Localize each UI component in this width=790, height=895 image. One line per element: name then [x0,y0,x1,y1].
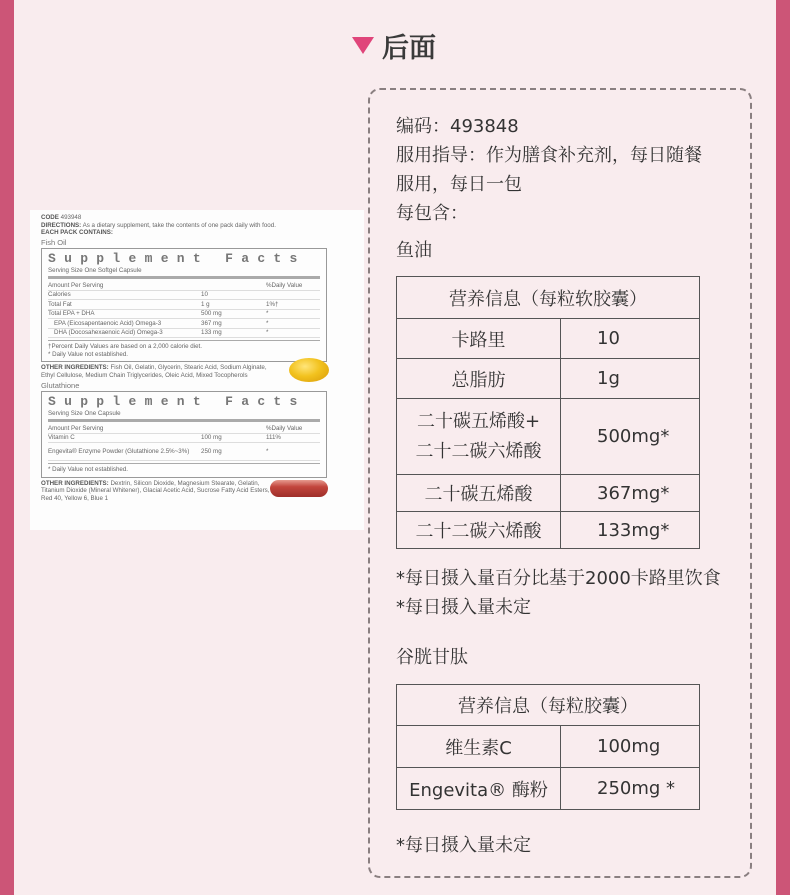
table-row [397,475,700,512]
fish-oil-nutrition-table [396,276,700,549]
nutrient-value: 100mg [561,726,700,768]
directions-line-1: 服用指导：作为膳食补充剂，每日随餐 [396,145,702,166]
nutrient-value: 250mg * [561,768,700,810]
table-row [397,512,700,549]
heading-text: 后面 [382,33,436,64]
table-row [397,726,700,768]
section-heading [352,26,436,65]
fish-oil-other-ingredients: OTHER INGREDIENTS: Fish Oil, Gelatin, Glycerin, Stearic Acid, Sodium Alginate, Ethyl Cellulose, Medium Chain Triglycerides, Oleic Acid, Mixed Tocopherols [41,364,267,379]
label-each-pack: EACH PACK CONTAINS: [41,229,113,237]
nutrient-value: 10 [561,319,700,359]
glutathione-other-ingredients: OTHER INGREDIENTS: Dextrin, Silicon Dioxide, Magnesium Stearate, Gelatin, Titanium Dioxide (Mineral Whitener), Glacial Acetic Acid, Sucrose Fatty Acid Esters, Red 40, Yellow 6, Blue 1 [41,479,270,502]
right-border-stripe [776,0,790,895]
glutathione-nutrition-table [396,684,700,810]
nutrient-name: 二十碳五烯酸+ 二十二碳六烯酸 [397,399,561,475]
fish-oil-row: EPA (Eicosapentaenoic Acid) Omega-3 367 mg * [48,319,320,329]
left-border-stripe [0,0,14,895]
label-fish-oil-name: Fish Oil [41,237,67,247]
fish-oil-row: DHA (Docosahexaenoic Acid) Omega-3 133 mg * [48,329,320,339]
glutathione-note: *每日摄入量未定 [396,835,531,856]
table-row [397,319,700,359]
code-line: 编码：493848 [396,116,519,137]
table-header-row [397,277,700,319]
nutrient-name: Engevita® 酶粉 [397,768,561,810]
product-label-image [30,210,364,530]
fish-oil-serving: Serving Size One Softgel Capsule [48,266,142,274]
nutrient-value: 367mg* [561,475,700,512]
fish-oil-facts-box [41,248,327,363]
label-directions: DIRECTIONS: As a dietary supplement, take the contents of one pack daily with food. [41,221,276,229]
table-header: 营养信息（每粒胶囊） [397,685,700,726]
table-header-row [397,685,700,726]
glutathione-row: Engevita® Enzyme Powder (Glutathione 2.5%~3%) 250 mg * [48,443,320,461]
triangle-down-icon [352,37,374,54]
red-capsule-image [270,480,328,497]
table-row [397,768,700,810]
fish-oil-note-dv: †Percent Daily Values are based on a 2,000 calorie diet. [48,343,202,351]
label-code: CODE 493948 [41,214,82,221]
glutathione-note-established: * Daily Value not established. [48,466,129,474]
label-glutathione-name: Glutathione [41,380,80,390]
glutathione-facts-title: Supplement Facts [48,393,306,409]
nutrient-value: 500mg* [561,399,700,475]
each-pack-line: 每包含： [396,203,468,224]
fish-oil-row: Total EPA + DHA 500 mg * [48,310,320,320]
fish-oil-row: Total Fat 1 g 1%† [48,300,320,310]
fish-oil-facts-title: Supplement Facts [48,250,306,266]
nutrient-name: 总脂肪 [397,359,561,399]
softgel-capsule-image [289,358,329,382]
nutrient-value: 133mg* [561,512,700,549]
fish-oil-note-established: * Daily Value not established. [48,350,129,358]
glutathione-serving: Serving Size One Capsule [48,409,121,417]
fish-oil-title: 鱼油 [396,240,432,261]
nutrient-name: 二十碳五烯酸 [397,475,561,512]
table-row [397,399,700,475]
fish-oil-row: Calories 10 [48,291,320,301]
table-header: 营养信息（每粒软胶囊） [397,277,700,319]
fish-oil-col-header: Amount Per Serving %Daily Value [48,281,320,291]
fish-oil-note-2: *每日摄入量未定 [396,597,531,618]
nutrient-name: 二十二碳六烯酸 [397,512,561,549]
glutathione-title: 谷胱甘肽 [396,647,468,668]
glutathione-facts-box [41,391,327,478]
nutrient-name: 卡路里 [397,319,561,359]
nutrient-value: 1g [561,359,700,399]
fish-oil-note-1: *每日摄入量百分比基于2000卡路里饮食 [396,568,721,589]
nutrient-name: 维生素C [397,726,561,768]
glutathione-row: Vitamin C 100 mg 111% [48,434,320,444]
table-row [397,359,700,399]
directions-line-2: 服用，每日一包 [396,174,522,195]
glutathione-col-header: Amount Per Serving %Daily Value [48,424,320,434]
